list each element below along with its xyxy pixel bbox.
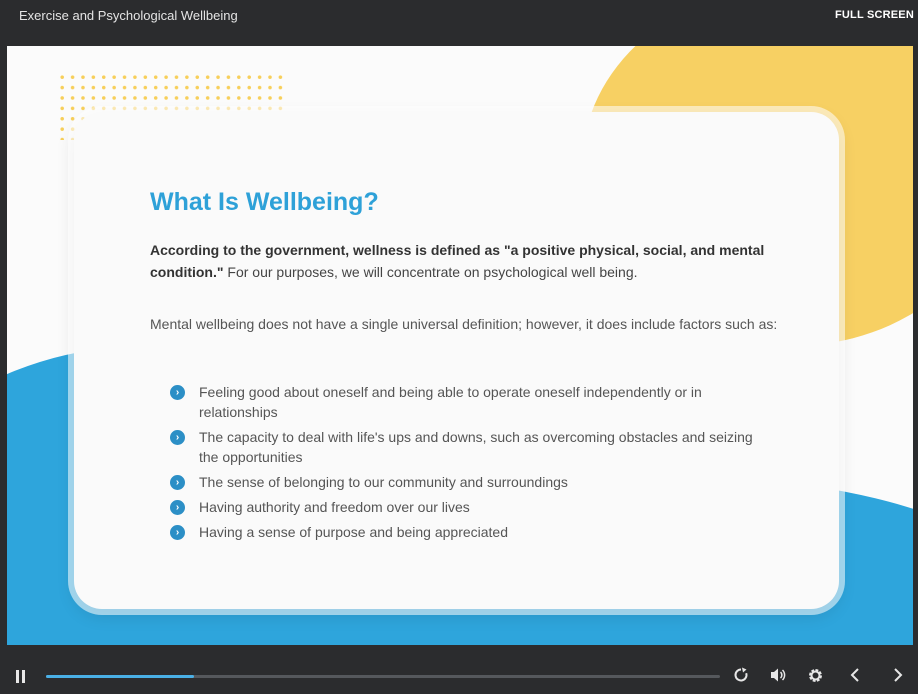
progress-bar[interactable]: [46, 675, 720, 678]
chevron-right-circle-icon: ›: [170, 430, 185, 445]
fullscreen-button[interactable]: FULL SCREEN: [834, 9, 914, 21]
volume-icon[interactable]: [768, 667, 788, 687]
list-item: [170, 382, 760, 422]
player-controls: [0, 660, 918, 694]
list-item: [170, 522, 760, 542]
chevron-right-circle-icon: ›: [170, 385, 185, 400]
list-item: [170, 497, 760, 517]
definition-paragraph: Mental wellbeing does not have a single universal definition; however, it does include factors such as:: [150, 316, 778, 332]
gear-icon[interactable]: [805, 667, 825, 687]
list-item-text: The sense of belonging to our community and surroundings: [199, 474, 568, 490]
list-item-text: Feeling good about oneself and being able to operate oneself independently or in relationships: [199, 384, 702, 420]
list-item: [170, 472, 760, 492]
chevron-right-circle-icon: ›: [170, 525, 185, 540]
content-card: [74, 112, 839, 609]
factor-list: [170, 382, 760, 547]
list-item: [170, 427, 760, 467]
intro-paragraph: [150, 239, 770, 283]
slide-stage: [7, 46, 913, 645]
top-bar: [0, 0, 918, 32]
intro-text: For our purposes, we will concentrate on psychological well being.: [223, 264, 638, 280]
chevron-right-icon[interactable]: [888, 667, 908, 687]
chevron-left-icon[interactable]: [845, 667, 865, 687]
progress-fill: [46, 675, 194, 678]
replay-icon[interactable]: [731, 667, 751, 687]
list-item-text: Having a sense of purpose and being appreciated: [199, 524, 508, 540]
chevron-right-circle-icon: ›: [170, 475, 185, 490]
slide-title: What Is Wellbeing?: [150, 188, 379, 216]
pause-icon[interactable]: [16, 670, 26, 683]
list-item-text: The capacity to deal with life's ups and downs, such as overcoming obstacles and seizing the opportunities: [199, 429, 753, 465]
intro-bold-text: According to the government, wellness is defined as "a positive physical, social, and mental condition.": [150, 242, 765, 280]
course-title: Exercise and Psychological Wellbeing: [19, 8, 238, 23]
list-item-text: Having authority and freedom over our lives: [199, 499, 470, 515]
chevron-right-circle-icon: ›: [170, 500, 185, 515]
